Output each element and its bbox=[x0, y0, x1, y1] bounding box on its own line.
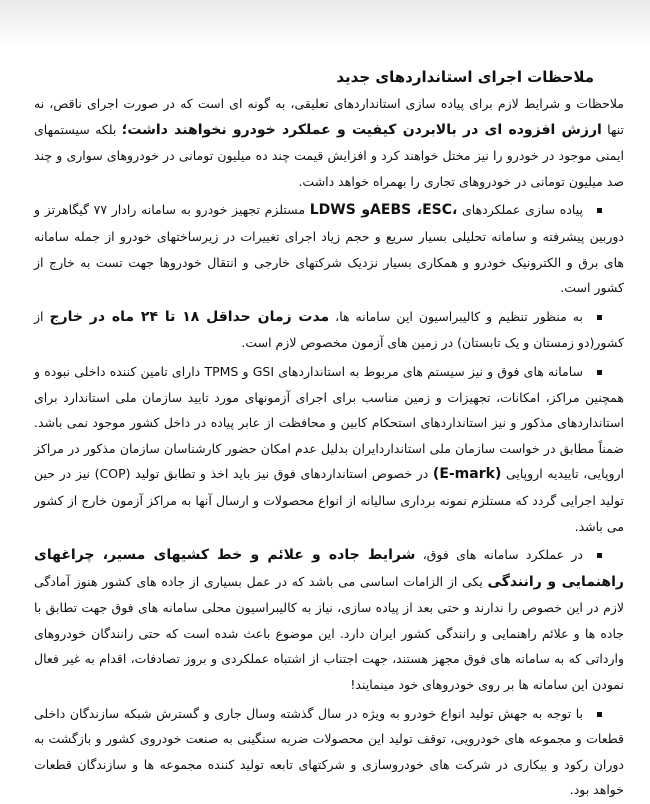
bullet-item-4 bbox=[34, 542, 624, 698]
bullet-text-bold: (E-mark) bbox=[432, 466, 502, 483]
bullet-text-bold: مدت زمان حداقل ۱۸ تا ۲۴ ماه در خارج bbox=[49, 308, 330, 325]
bullet-icon bbox=[597, 553, 602, 558]
intro-bold-text: ارزش افزوده ای در بالابردن کیفیت و عملکرد خودرو نخواهند داشت؛ bbox=[121, 121, 602, 138]
bullet-icon bbox=[597, 370, 602, 375]
bullet-text-post: از کشور(دو زمستان و یک تابستان) در زمین های آزمون مخصوص لازم است. bbox=[34, 308, 624, 351]
intro-text-2: بلکه سیستمهای ایمنی موجود در خودرو را نیز مختل خواهند کرد و افزایش قیمت چند ده میلیون تومانی در خودروهای سواری و چند صد میلیون تومانی در خودروهای تجاری را بهمراه خواهد داشت. bbox=[34, 121, 624, 189]
bullet-text-bold: شرایط جاده و علائم و خط کشیهای مسیر، چراغهای راهنمایی و رانندگی bbox=[34, 547, 624, 590]
bullet-text-post: مستلزم تجهیز خودرو به سامانه رادار ۷۷ گیگاهرتز و دوربین پیشرفته و سامانه تحلیلی بسیار سریع و حجم زیاد اجرای تغییرات در زیرساختهای خودرو از جمله سامانه های برق و الکترونیک خودرو و همکاری بسیار نزدیک شرکتهای خارجی و انتقال خودروها جهت تست به خارج از کشور است. bbox=[34, 202, 624, 296]
bullet-text-pre: در عملکرد سامانه های فوق، bbox=[415, 547, 583, 563]
bullet-text-pre: با توجه به جهش تولید انواع خودرو به ویژه در سال گذشته وسال جاری و گسترش شبکه سازندگان داخلی قطعات و مجموعه های خودرویی، توقف تولید این محصولات ضربه سنگینی به صنعت خودروی کشور و بازگشت به دوران رکود و بیکاری در شرکت های خودروسازی و شرکتهای تابعه تولید کننده مجموعه ها و سازندگان قطعات خواهد بود. bbox=[34, 705, 624, 798]
section-title: ملاحظات اجرای استانداردهای جدید bbox=[336, 68, 594, 86]
bullet-icon bbox=[597, 315, 602, 320]
intro-paragraph bbox=[34, 91, 624, 194]
bullet-text-post: یکی از الزامات اساسی می باشد که در عمل بسیاری از جاده های کشور هنوز آمادگی لازم در این خصوص را ندارند و حتی بعد از پیاده سازی، نیاز به کالیبراسیون محلی سامانه های فوق جهت تطابق با جاده ها و علائم راهنمایی و رانندگی کشور ایران دارد. این موضوع باعث شده است که حتی رانندگان خودروهای وارداتی که به سامانه های فوق مجهز هستند، جهت اجتناب از اشتباه عملکردی و بروز تصادفات، اقدام به غیر فعال نمودن این سامانه ها بر روی خودروهای خود مینمایند! bbox=[34, 573, 624, 693]
bullet-text-bold: LDWS وAEBS ،ESC، bbox=[309, 202, 458, 219]
bullet-text-pre: به منظور تنظیم و کالیبراسیون این سامانه ها، bbox=[329, 308, 583, 324]
scan-shadow bbox=[0, 0, 650, 46]
bullet-item-1 bbox=[34, 197, 624, 300]
intro-text-1: ملاحظات و شرایط لازم برای پیاده سازی استانداردهای تعلیقی، به گونه ای است که در صورت اجرای ناقص، نه تنها bbox=[34, 96, 624, 137]
bullet-text-post: در خصوص استانداردهای فوق نیز باید اخذ و تطابق تولید (COP) نیز در حین تولید اجرایی گردد که مستلزم نمونه برداری سالیانه از انواع محصولات و ارسال آنها به مراکز آزمون خارج از کشور می باشد. bbox=[34, 466, 624, 534]
bullet-text-pre: سامانه های فوق و نیز سیستم های مربوط به استانداردهای GSI و TPMS دارای تامین کننده داخلی نبوده و همچنین مراکز، امکانات، تجهیزات و زمین مناسب برای اجرای آزمونهای مورد تایید سازمان ملی استاندارد برای استانداردهای مذکور و نیز استانداردهای استحکام کابین و محافظت از عابر پیاده در داخل کشور موجود نمی باشد. ضمناً مطابق در خواست سازمان ملی استانداردایران بدلیل عدم امکان حضور کارشناسان سازمان مذکور در مراکز اروپایی، تاییدیه اروپایی bbox=[34, 363, 624, 482]
bullet-icon bbox=[597, 208, 602, 213]
bullet-icon bbox=[597, 712, 602, 717]
bullet-item-5 bbox=[34, 701, 624, 804]
bullet-item-2 bbox=[34, 304, 624, 356]
bullet-item-3 bbox=[34, 359, 624, 539]
bullet-text-pre: پیاده سازی عملکردهای bbox=[457, 202, 583, 218]
